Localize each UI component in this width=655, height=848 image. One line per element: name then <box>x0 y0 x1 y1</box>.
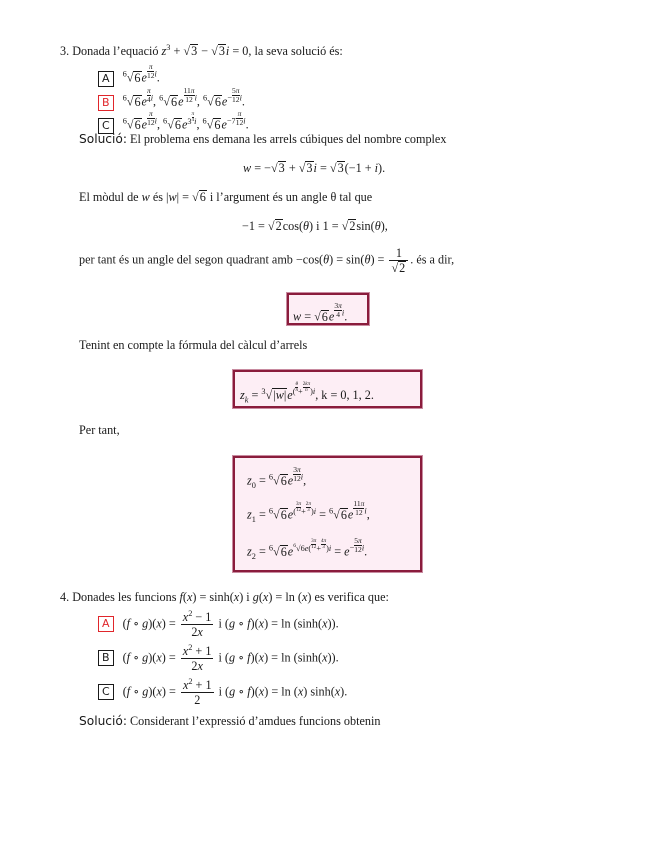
option-label: A <box>98 71 114 87</box>
option-label-selected: A <box>98 616 114 632</box>
root-z1: $z_1 = ^6√6e^{( \frac{3\pi}{12} + \frac{2\pi}{3} )i} = ^6√6e$ $\frac{11\pi}{12}$ $^i$, <box>247 499 370 525</box>
solution-3-intro: Solució: El problema ens demana les arrels cúbiques del nombre complex <box>79 132 447 146</box>
boxed-equation-w: w = √6e $\frac{3\pi}{4}$ $^i$. <box>293 301 348 324</box>
root-z2: $z_2 = ^6√6e^{^6√6e( \frac{3\pi}{12} + \frac{4\pi}{3} )i} = e^-$ $\frac{5\pi}{12}$ $^i$. <box>247 536 368 562</box>
root-z0: $z_0 = ^6√6e$ $\frac{3\pi}{12}$ $^i$, <box>247 465 307 491</box>
question-number: 4. <box>60 590 70 604</box>
formula-text: Tenint en compte la fórmula del càlcul d’arrels <box>79 338 308 352</box>
solution-label: Solució: <box>79 132 127 146</box>
question-number: 3. <box>60 44 70 58</box>
option-label-selected: B <box>98 95 114 111</box>
question-text: Donada l’equació <box>72 44 159 58</box>
per-tant: Per tant, <box>79 423 120 437</box>
equation-w: w = −√3 + √3i = √3(−1 + i). <box>243 161 386 175</box>
boxed-formula-roots: $z_k = ^3√|w|e^{( \frac{\theta}{n} + \frac{2k\pi}{n} )i}$, k = 0, 1, 2. <box>240 381 374 405</box>
option-label: C <box>98 684 114 700</box>
solution-4-intro: Solució: Considerant l’expressió d’amdues funcions obtenin <box>79 714 381 728</box>
quadrant-text: per tant és un angle del segon quadrant amb −cos(θ) = sin(θ) = $\frac{1}{√2}$ . és a dir, <box>79 246 455 276</box>
question-4-prompt: 4. Donades les funcions f(x) = sinh(x) i g(x) = ln (x) es verifica que: <box>60 590 389 604</box>
option-c-q4[interactable]: C (f ∘ g)(x) = $\frac{x^2 + 1}{2}$ i (g ∘ f)(x) = ln (x) sinh(x). <box>98 678 347 707</box>
option-c[interactable]: C $^6$√6e $\frac{\pi}{12}$ $^i$, $^6√6e^{3 \frac{\pi}{4} i}$, $^6√6e^{-7}$ $\frac{\pi}{12}$ $^i$. <box>98 110 249 134</box>
option-b-q4[interactable]: B (f ∘ g)(x) = $\frac{x^2 + 1}{2x}$ i (g ∘ f)(x) = ln (sinh(x)). <box>98 644 339 673</box>
question-3-prompt: 3. Donada l’equació $z^3 + √3 - √3i = 0$, la seva solució és: <box>60 42 343 58</box>
equation-angle: −1 = √2cos(θ) i 1 = √2sin(θ), <box>242 219 388 233</box>
solution-label: Solució: <box>79 714 127 728</box>
option-label: B <box>98 650 114 666</box>
modulus-text: El mòdul de w és |w| = √6 i l’argument és un angle θ tal que <box>79 190 373 204</box>
option-a[interactable]: A $^6$√6e $\frac{\pi}{12}$ $^i$. <box>98 63 160 87</box>
option-a-q4[interactable]: A (f ∘ g)(x) = $\frac{x^2 - 1}{2x}$ i (g ∘ f)(x) = ln (sinh(x)). <box>98 610 339 639</box>
option-b[interactable]: B $^6$√6e $\frac{\pi}{4}$ $^i$, $^6$√6e $\frac{11\pi}{12}$ $^i$, $^6$√6e− $\frac{5\pi}{12}$ $^i$. <box>98 87 245 111</box>
option-label: C <box>98 118 114 134</box>
